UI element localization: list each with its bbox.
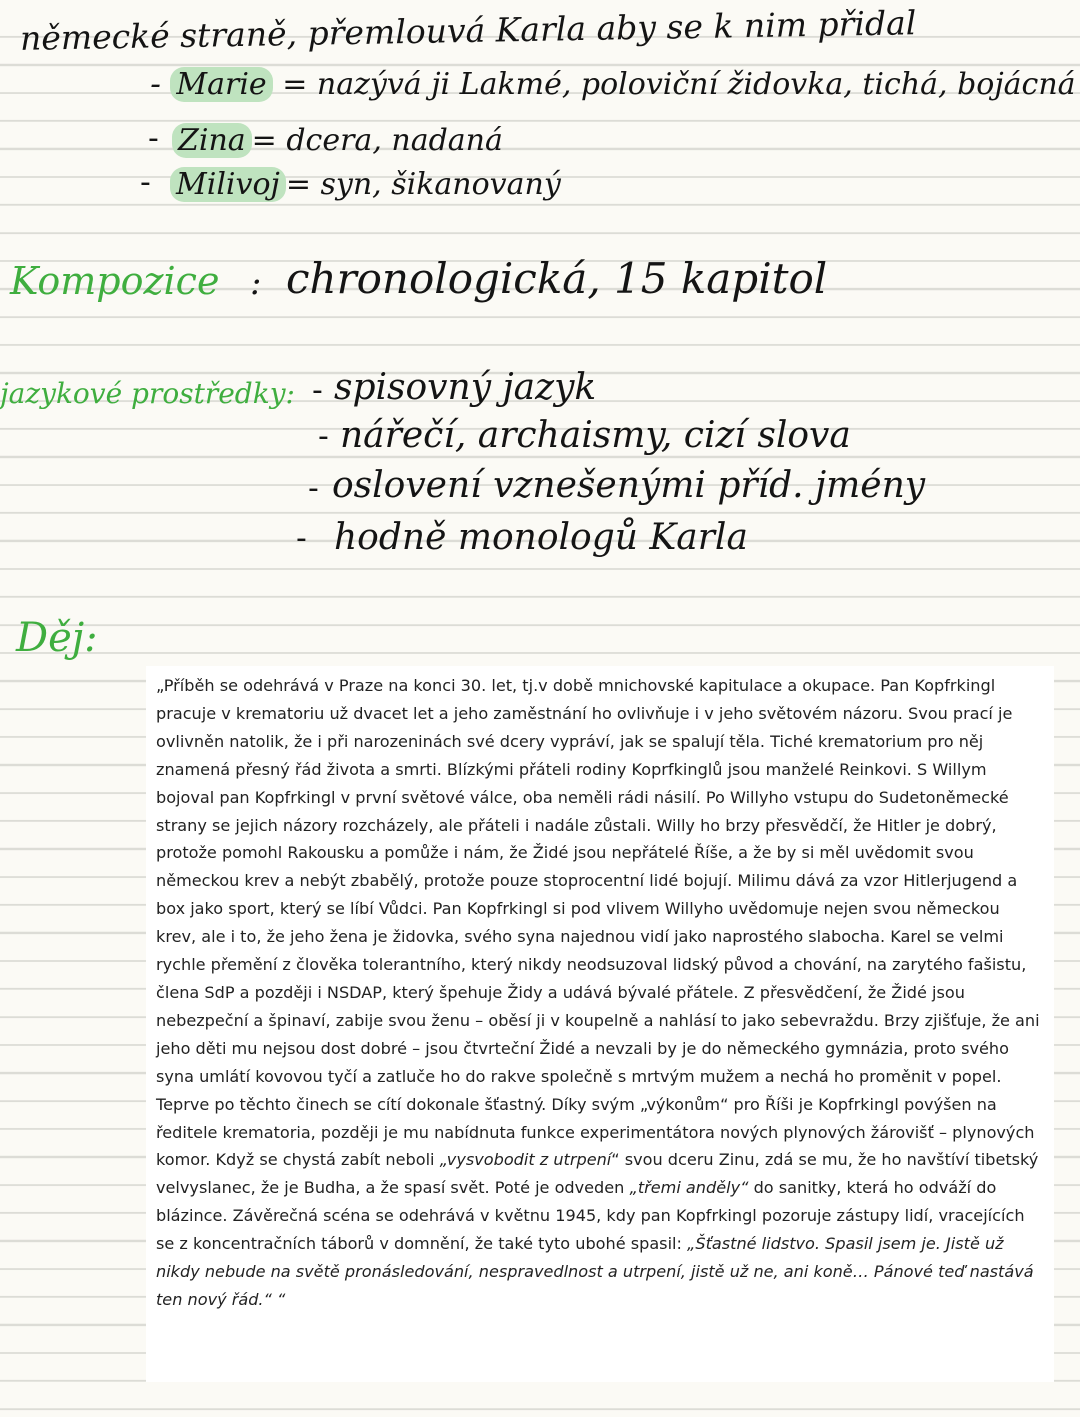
dej-heading: Děj: bbox=[16, 615, 98, 661]
plot-text-part: do sanitky, která ho odváží do blázince. Závěrečná scéna se odehrává v květnu 1945, kdy pan Kopfrkingl pozoruje zástupy lidí, vracejících se z koncentračních táborů v domnění, že také tyto ubohé spasil: bbox=[156, 1178, 1025, 1254]
plot-summary-box bbox=[146, 666, 1054, 1382]
character-zina bbox=[172, 123, 503, 158]
dash-marker: - bbox=[312, 373, 323, 408]
jazykove-item: nářečí, archaismy, cizí slova bbox=[340, 415, 851, 456]
character-name: Zina bbox=[172, 123, 252, 158]
plot-summary-text bbox=[156, 672, 1042, 1314]
character-description: = syn, šikanovaný bbox=[285, 167, 561, 202]
plot-quote: „Šťastné lidstvo. Spasil jsem je. Jistě už nikdy nebude na světě pronásledování, nespravedlnost a utrpení, jistě už ne, ani koně… Pánové teď nastává ten nový řád.“ “ bbox=[156, 1234, 1034, 1309]
kompozice-value: chronologická, 15 kapitol bbox=[286, 254, 828, 303]
plot-quote: „vysvobodit z utrpení bbox=[439, 1150, 612, 1170]
dash-marker: - bbox=[308, 471, 319, 506]
character-description: = dcera, nadaná bbox=[251, 123, 503, 158]
plot-quote: „třemi anděly“ bbox=[629, 1178, 749, 1198]
dash-marker: - bbox=[318, 419, 329, 454]
dash-marker: - bbox=[296, 521, 307, 556]
dash-marker: - bbox=[140, 165, 151, 200]
dash-marker: - bbox=[148, 121, 159, 156]
header-line: německé straně, přemlouvá Karla aby se k nim přidal bbox=[19, 3, 917, 58]
character-marie bbox=[150, 67, 1076, 102]
jazykove-item: hodně monologů Karla bbox=[334, 517, 748, 558]
character-milivoj bbox=[170, 167, 561, 202]
jazykove-heading: jazykové prostředky: bbox=[0, 377, 295, 410]
character-name: Milivoj bbox=[170, 167, 286, 202]
dash-marker: - bbox=[150, 67, 161, 102]
jazykove-item: oslovení vznešenými příd. jmény bbox=[332, 465, 926, 506]
kompozice-colon: : bbox=[250, 263, 262, 303]
character-name: Marie bbox=[170, 67, 272, 102]
jazykove-item: spisovný jazyk bbox=[334, 367, 597, 408]
kompozice-heading: Kompozice bbox=[10, 259, 220, 303]
plot-text-part: “ svou dceru Zinu, zdá se mu, že ho navštíví tibetský velvyslanec, že je Budha, a že spasí svět. Poté je odveden bbox=[156, 1150, 1039, 1198]
plot-text-part: „Příběh se odehrává v Praze na konci 30. let, tj.v době mnichovské kapitulace a okupace. Pan Kopfrkingl pracuje v krematoriu už dvacet let a jeho zaměstnání ho ovlivňuje i v jeho světovém názoru. Svou prací je ovlivněn natolik, že i při narozeninách své dcery vypráví, jak se spalují těla. Tiché krematorium pro něj znamená přesný řád života a smrti. Blízkými přáteli rodiny Koprfkinglů jsou manželé Reinkovi. S Willym bojoval pan Kopfrkingl v první světové válce, oba neměli rádi násilí. Po Willyho vstupu do Sudetoněmecké strany se jejich názory rozcházely, ale přáteli i nadále zůstali. Willy ho brzy přesvědčí, že Hitler je dobrý, protože pomohl Rakousku a pomůže i nám, že Židé jsou nepřátelé Říše, a že by si měl uvědomit svou německou krev a nebýt zbabělý, protože pouze stoprocentní lidé bojují. Milimu dává za vzor Hitlerjugend a box jako sport, který se líbí Vůdci. Pan Kopfrkingl si pod vlivem Willyho uvědomuje nejen svou německou krev, ale i to, že jeho žena je židovka, svého syna najednou vidí jako naprostého slabocha. Karel se velmi rychle přemění z člověka tolerantního, který nikdy neodsuzoval lidský původ a chování, na zarytého fašistu, člena SdP a později i NSDAP, který špehuje Židy a udává bývalé přátele. Z přesvědčení, že Židé jsou nebezpeční a špinaví, zabije svou ženu – oběsí ji v koupelně a nahlásí to jako sebevraždu. Brzy zjišťuje, že ani jeho děti mu nejsou dost dobré – jsou čtvrteční Židé a nevzali by je do německého gymnázia, proto svého syna umlátí kovovou tyčí a zatluče ho do rakve společně s mrtvým mužem a nechá ho proměnit v popel. Teprve po těchto činech se cítí dokonale šťastný. Díky svým „výkonům“ pro Říši je Kopfrkingl povýšen na ředitele krematoria, později je mu nabídnuta funkce experimentátora nových plynových žárovišť – plynových komor. Když se chystá zabít neboli bbox=[156, 676, 1040, 1170]
character-description: = nazývá ji Lakmé, poloviční židovka, tichá, bojácná bbox=[272, 67, 1076, 102]
